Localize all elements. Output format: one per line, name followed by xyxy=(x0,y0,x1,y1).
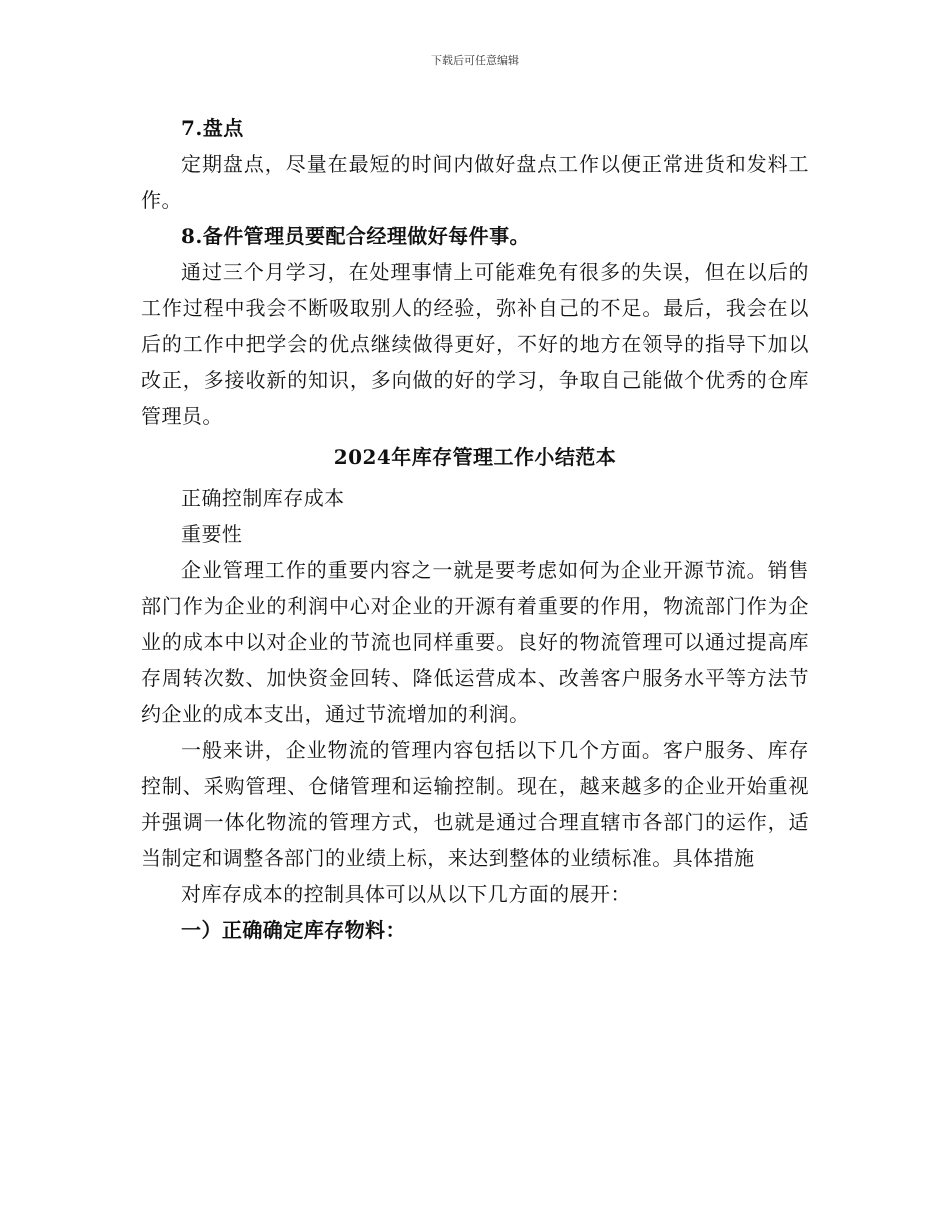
paragraph-stocktaking: 定期盘点，尽量在最短的时间内做好盘点工作以便正常进货和发料工作。 xyxy=(141,152,809,212)
paragraph-cost-control: 正确控制库存成本 xyxy=(181,486,345,510)
paragraph-importance: 重要性 xyxy=(181,522,243,546)
paragraph-measures-intro: 对库存成本的控制具体可以从以下几方面的展开： xyxy=(181,882,631,906)
document-title: 2024年库存管理工作小结范本 xyxy=(333,445,617,469)
section-heading-parts-manager: 8.备件管理员要配合经理做好每件事。 xyxy=(181,224,530,248)
paragraph-summary: 通过三个月学习，在处理事情上可能难免有很多的失误，但在以后的工作过程中我会不断吸取别人的经验，弥补自己的不足。最后，我会在以后的工作中把学会的优点继续做得更好，不好的地方在领导的指导下加以改正，多接收新的知识，多向做的好的学习，争取自己能做个优秀的仓库管理员。 xyxy=(141,260,809,428)
paragraph-logistics: 一般来讲，企业物流的管理内容包括以下几个方面。客户服务、库存控制、采购管理、仓储管理和运输控制。现在，越来越多的企业开始重视并强调一体化物流的管理方式，也就是通过合理直辖市各部门的运作，适当制定和调整各部门的业绩上标，来达到整体的业绩标准。具体措施 xyxy=(141,738,809,870)
section-heading-stocktaking: 7.盘点 xyxy=(181,116,244,140)
document-body xyxy=(141,110,809,948)
section-heading-inventory-materials: 一）正确确定库存物料： xyxy=(181,918,406,942)
paragraph-management-content: 企业管理工作的重要内容之一就是要考虑如何为企业开源节流。销售部门作为企业的利润中心对企业的开源有着重要的作用，物流部门作为企业的成本中以对企业的节流也同样重要。良好的物流管理可以通过提高库存周转次数、加快资金回转、降低运营成本、改善客户服务水平等方法节约企业的成本支出，通过节流增加的利润。 xyxy=(141,558,809,726)
page-header: 下载后可任意编辑 xyxy=(431,54,519,67)
